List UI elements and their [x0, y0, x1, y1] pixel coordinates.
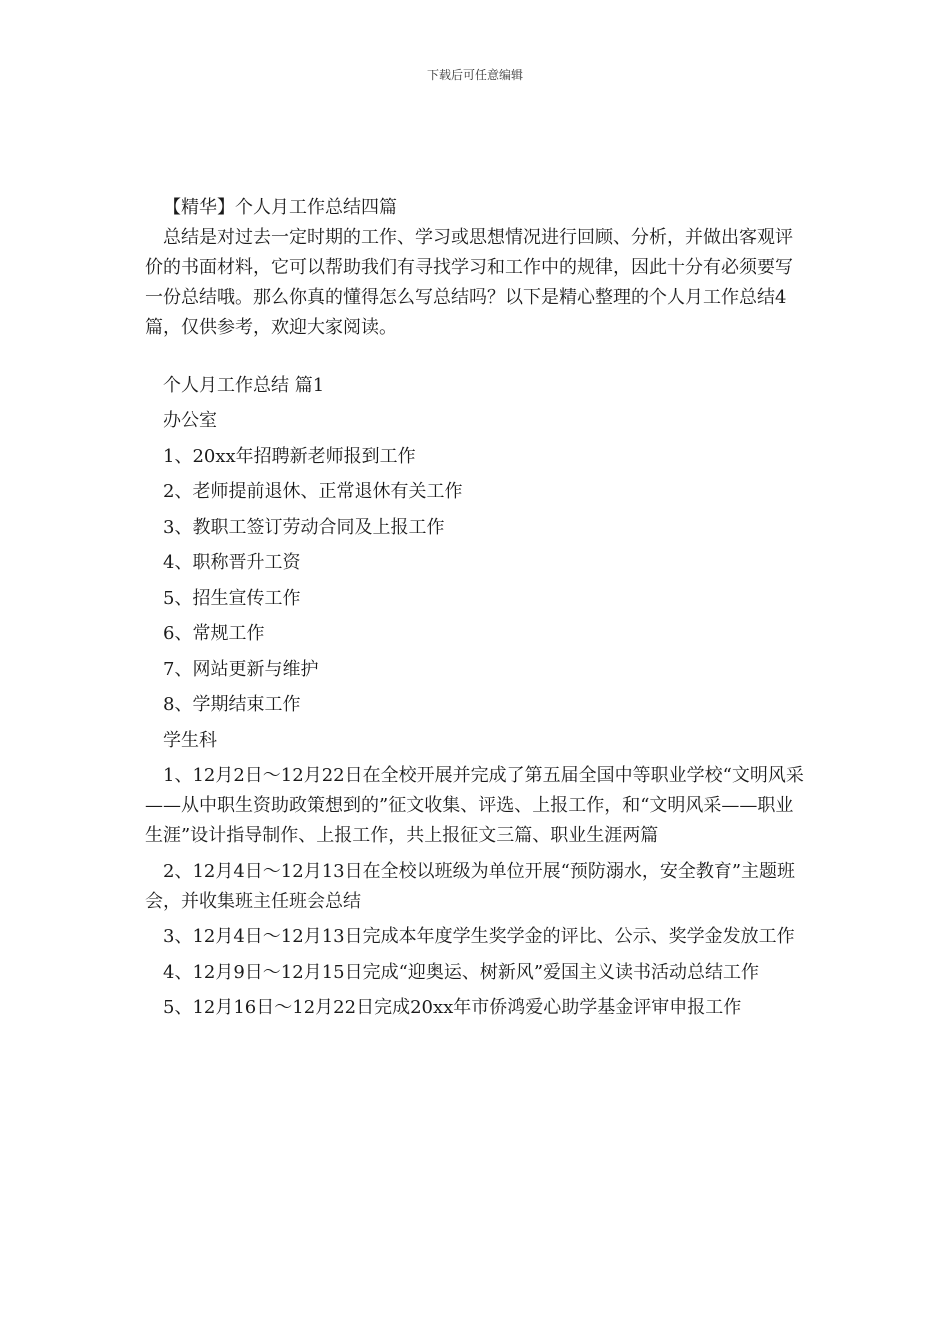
student-item: 5、12月16日～12月22日完成20xx年市侨鸿爱心助学基金评审申报工作 [163, 997, 742, 1018]
office-item: 6、常规工作 [163, 623, 265, 644]
page-header-note: 下载后可任意编辑 [426, 68, 523, 82]
spacer [145, 343, 810, 365]
office-item: 2、老师提前退休、正常退休有关工作 [163, 481, 463, 502]
office-item: 7、网站更新与维护 [163, 658, 319, 680]
intro-paragraph: 总结是对过去一定时期的工作、学习或思想情况进行回顾、分析，并做出客观评价的书面材料，它可以帮助我们有寻找学习和工作中的规律，因此十分有必须要写一份总结哦。那么你真的懂得怎么写总结吗？以下是精心整理的个人月工作总结4篇，仅供参考，欢迎大家阅读。 [145, 227, 793, 338]
office-item: 8、学期结束工作 [163, 694, 301, 715]
office-item: 3、教职工签订劳动合同及上报工作 [163, 516, 445, 538]
document-title: 【精华】个人月工作总结四篇 [163, 197, 397, 218]
office-heading: 办公室 [163, 410, 217, 431]
office-item: 5、招生宣传工作 [163, 587, 301, 609]
student-item: 3、12月4日～12月13日完成本年度学生奖学金的评比、公示、奖学金发放工作 [163, 926, 795, 947]
section-title: 个人月工作总结 篇1 [163, 374, 325, 396]
student-heading: 学生科 [163, 729, 217, 751]
student-item: 4、12月9日～12月15日完成“迎奥运、树新风”爱国主义读书活动总结工作 [163, 961, 760, 983]
office-item: 4、职称晋升工资 [163, 552, 301, 573]
student-item: 2、12月4日～12月13日在全校以班级为单位开展“预防溺水，安全教育”主题班会，并收集班主任班会总结 [145, 860, 796, 912]
student-item: 1、12月2日～12月22日在全校开展并完成了第五届全国中等职业学校“文明风采——从中职生资助政策想到的”征文收集、评选、上报工作，和“文明风采——职业生涯”设计指导制作、上报工作，共上报征文三篇、职业生涯两篇 [145, 765, 804, 846]
office-item: 1、20xx年招聘新老师报到工作 [163, 445, 416, 467]
document-body [145, 193, 810, 1023]
